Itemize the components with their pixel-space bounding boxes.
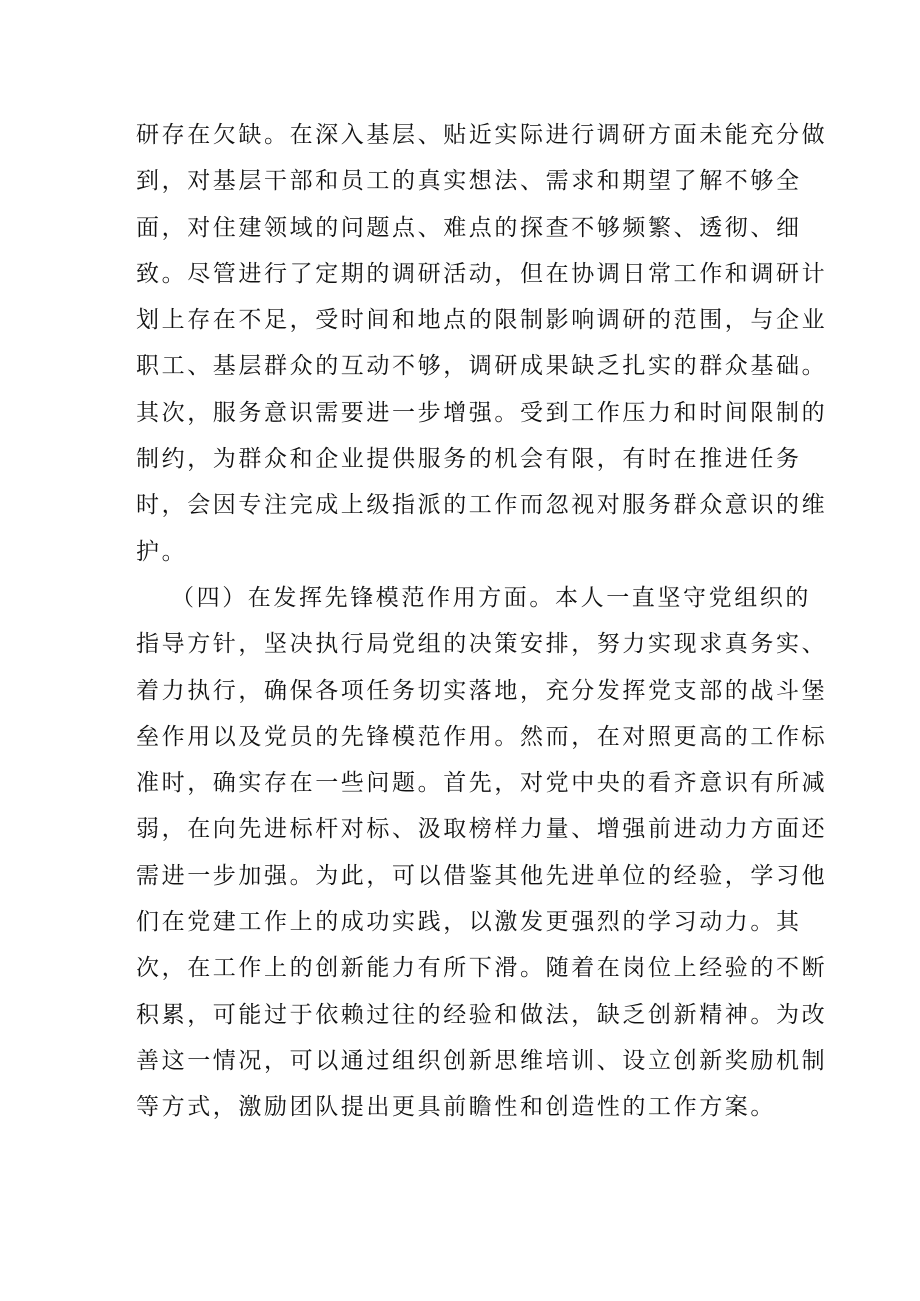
text-line: 时，会因专注完成上级指派的工作而忽视对服务群众意识的维	[136, 492, 828, 519]
paragraph-2	[136, 575, 828, 1131]
text-line: 制约，为群众和企业提供服务的机会有限，有时在推进任务	[136, 446, 802, 473]
text-line: 其次，服务意识需要进一步增强。受到工作压力和时间限制的	[136, 399, 828, 426]
text-line: 善这一情况，可以通过组织创新思维培训、设立创新奖励机制	[136, 1047, 828, 1074]
paragraph-1	[136, 112, 828, 575]
text-line: 们在党建工作上的成功实践，以激发更强烈的学习动力。其	[136, 909, 802, 936]
text-line: 准时，确实存在一些问题。首先，对党中央的看齐意识有所减	[136, 770, 828, 797]
text-line: 弱，在向先进标杆对标、汲取榜样力量、增强前进动力方面还	[136, 816, 828, 843]
text-line: 垒作用以及党员的先锋模范作用。然而，在对照更高的工作标	[136, 723, 828, 750]
text-line: 指导方针，坚决执行局党组的决策安排，努力实现求真务实、	[136, 631, 828, 658]
text-line: 研存在欠缺。在深入基层、贴近实际进行调研方面未能充分做	[136, 122, 828, 148]
text-line: 致。尽管进行了定期的调研活动，但在协调日常工作和调研计	[136, 260, 828, 287]
text-line: 面，对住建领域的问题点、难点的探查不够频繁、透彻、细	[136, 214, 802, 241]
text-line: 次，在工作上的创新能力有所下滑。随着在岗位上经验的不断	[136, 955, 828, 982]
text-line: 划上存在不足，受时间和地点的限制影响调研的范围，与企业	[136, 307, 828, 334]
text-line: 到，对基层干部和员工的真实想法、需求和期望了解不够全	[136, 168, 802, 195]
text-line: 等方式，激励团队提出更具前瞻性和创造性的工作方案。	[136, 1094, 776, 1121]
body-text	[136, 112, 828, 1131]
text-line: （四）在发挥先锋模范作用方面。本人一直坚守党组织的	[171, 584, 811, 611]
text-line: 着力执行，确保各项任务切实落地，充分发挥党支部的战斗堡	[136, 677, 828, 704]
text-line: 护。	[136, 538, 188, 565]
text-line: 需进一步加强。为此，可以借鉴其他先进单位的经验，学习他	[136, 862, 828, 889]
text-line: 积累，可能过于依赖过往的经验和做法，缺乏创新精神。为改	[136, 1001, 828, 1028]
text-line: 职工、基层群众的互动不够，调研成果缺乏扎实的群众基础。	[136, 353, 828, 380]
